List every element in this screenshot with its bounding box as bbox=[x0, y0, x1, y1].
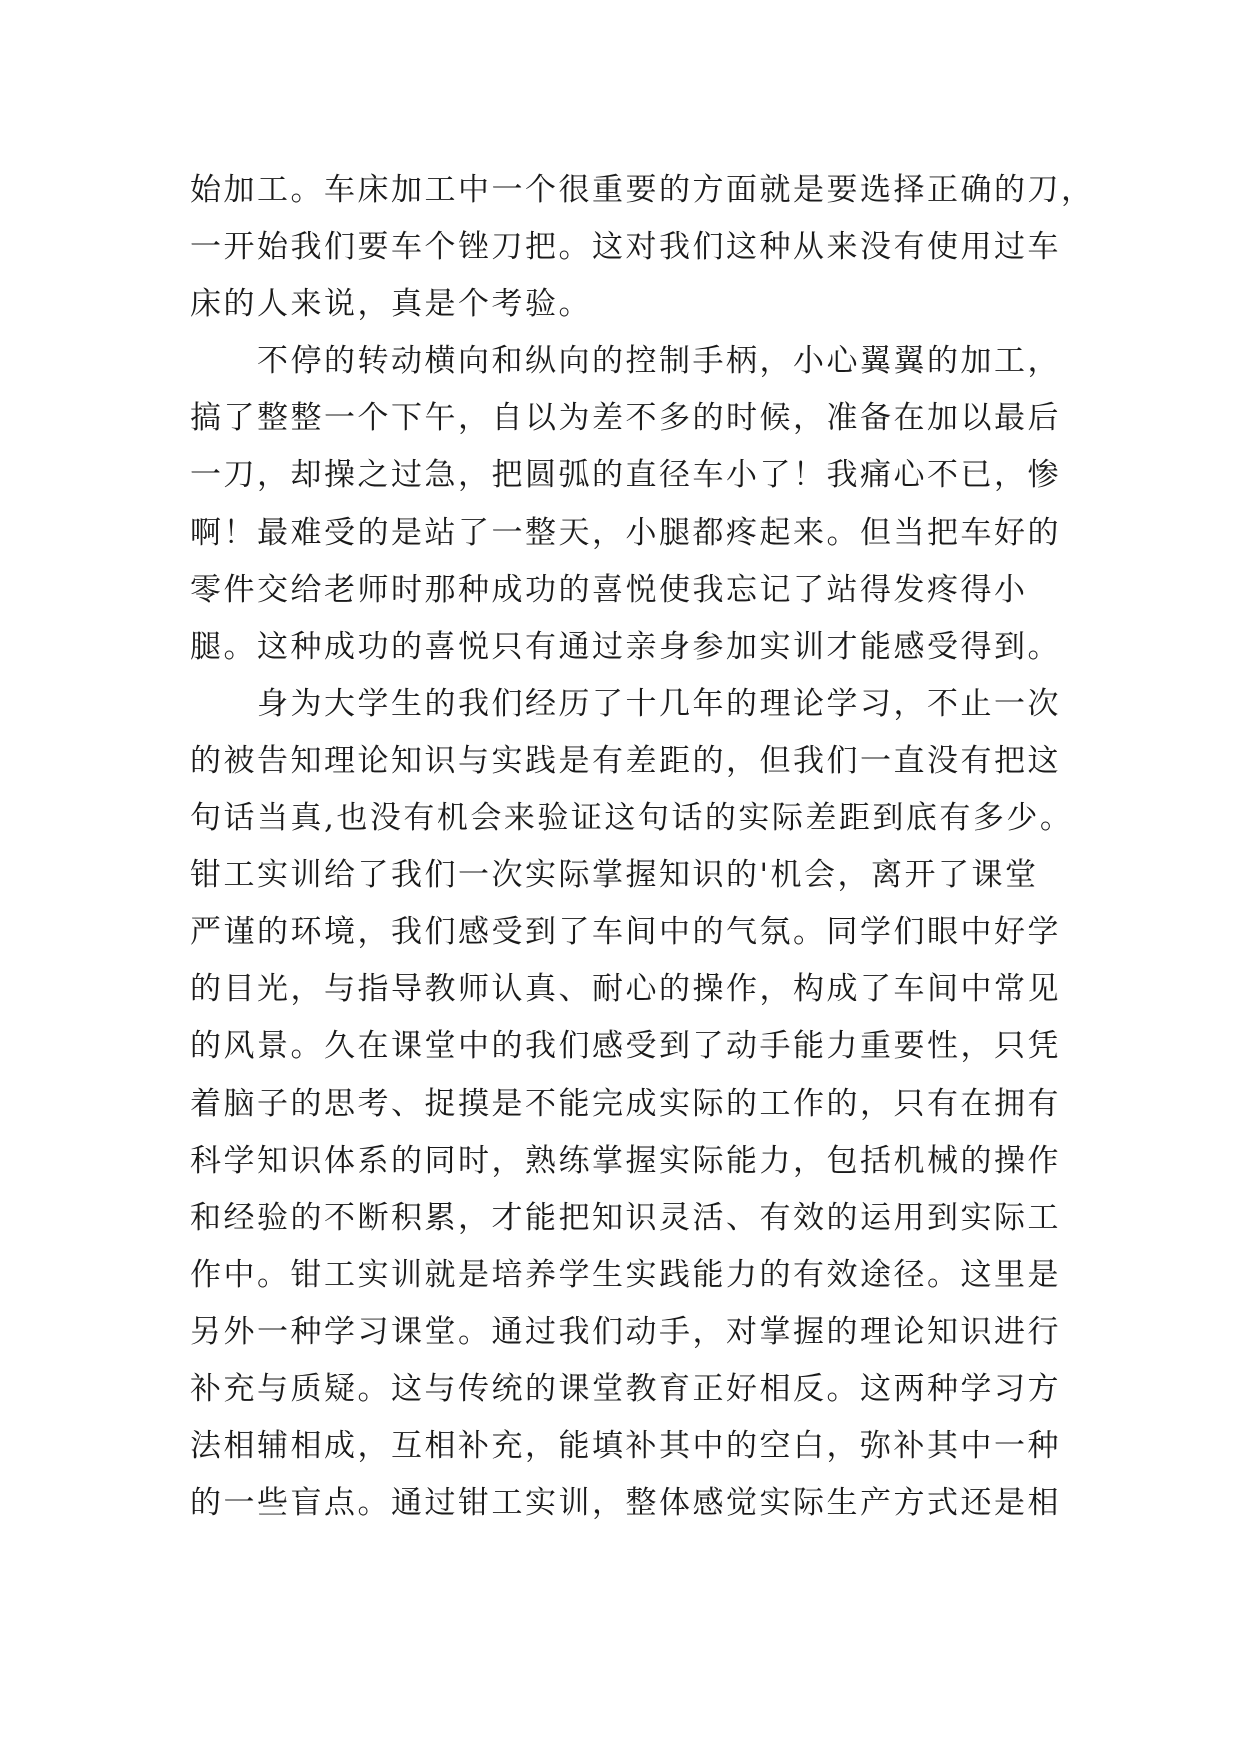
text-line: 和经验的不断积累，才能把知识灵活、有效的运用到实际工 bbox=[190, 1199, 1061, 1236]
text-line: 补充与质疑。这与传统的课堂教育正好相反。这两种学习方 bbox=[190, 1370, 1061, 1407]
text-line: 钳工实训给了我们一次实际掌握知识的'机会，离开了课堂 bbox=[190, 857, 1039, 894]
text-line: 搞了整整一个下午，自以为差不多的时候，准备在加以最后 bbox=[190, 400, 1061, 437]
text-line: 的被告知理论知识与实践是有差距的，但我们一直没有把这 bbox=[190, 742, 1061, 779]
text-line: 作中。钳工实训就是培养学生实践能力的有效途径。这里是 bbox=[190, 1256, 1061, 1293]
text-line: 另外一种学习课堂。通过我们动手，对掌握的理论知识进行 bbox=[190, 1313, 1061, 1350]
text-line: 一刀，却操之过急，把圆弧的直径车小了！我痛心不已，惨 bbox=[190, 457, 1061, 494]
text-line: 着脑子的思考、捉摸是不能完成实际的工作的，只有在拥有 bbox=[190, 1085, 1061, 1122]
text-line: 腿。这种成功的喜悦只有通过亲身参加实训才能感受得到。 bbox=[190, 628, 1061, 665]
text-line: 的一些盲点。通过钳工实训，整体感觉实际生产方式还是相 bbox=[190, 1485, 1061, 1522]
text-line: 严谨的环境，我们感受到了车间中的气氛。同学们眼中好学 bbox=[190, 914, 1061, 951]
text-line: 身为大学生的我们经历了十几年的理论学习，不止一次 bbox=[190, 685, 1061, 722]
text-line: 不停的转动横向和纵向的控制手柄，小心翼翼的加工， bbox=[190, 343, 1061, 380]
body-text bbox=[190, 162, 1095, 1532]
text-line: 科学知识体系的同时，熟练掌握实际能力，包括机械的操作 bbox=[190, 1142, 1061, 1179]
text-line: 床的人来说，真是个考验。 bbox=[190, 286, 592, 323]
text-line: 一开始我们要车个锉刀把。这对我们这种从来没有使用过车 bbox=[190, 229, 1061, 266]
text-line: 零件交给老师时那种成功的喜悦使我忘记了站得发疼得小 bbox=[190, 571, 1028, 608]
text-line: 的目光，与指导教师认真、耐心的操作，构成了车间中常见 bbox=[190, 971, 1061, 1008]
text-line: 始加工。车床加工中一个很重要的方面就是要选择正确的刀， bbox=[190, 172, 1095, 208]
text-line: 啊！最难受的是站了一整天，小腿都疼起来。但当把车好的 bbox=[190, 514, 1061, 551]
text-line: 句话当真,也没有机会来验证这句话的实际差距到底有多少。 bbox=[190, 800, 1074, 837]
text-line: 的风景。久在课堂中的我们感受到了动手能力重要性，只凭 bbox=[190, 1028, 1061, 1065]
text-line: 法相辅相成，互相补充，能填补其中的空白，弥补其中一种 bbox=[190, 1428, 1061, 1465]
